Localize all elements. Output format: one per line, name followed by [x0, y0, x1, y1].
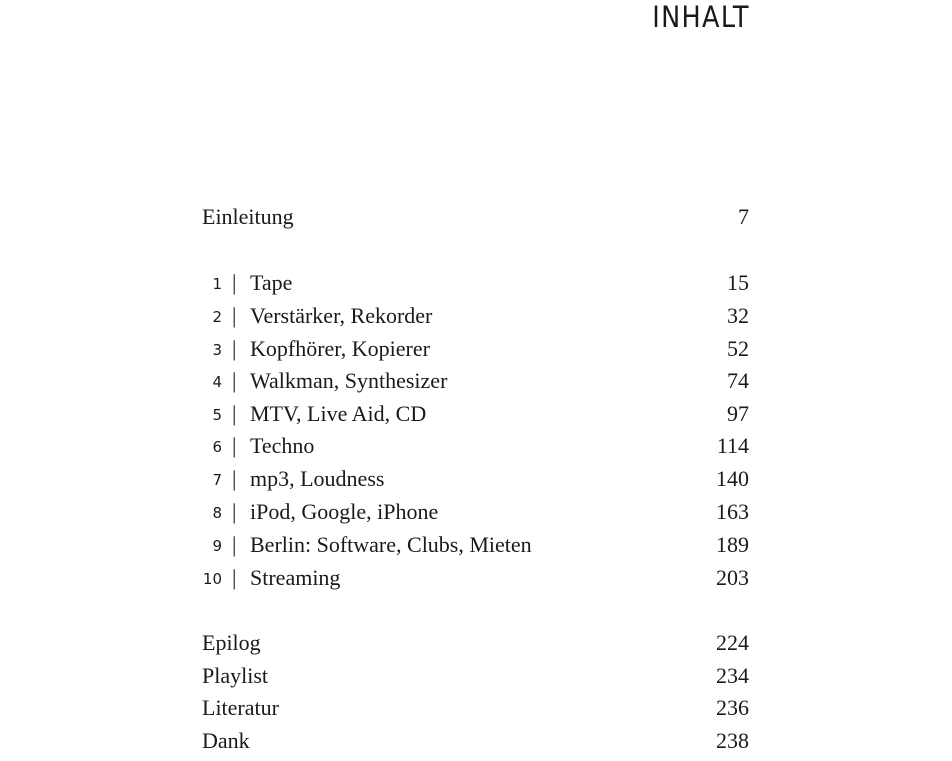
chapter-title: iPod, Google, iPhone: [250, 499, 439, 524]
toc-chapter-10[interactable]: [202, 563, 749, 593]
toc-chapter-2[interactable]: [202, 301, 749, 331]
chapter-number: 5: [212, 406, 222, 424]
entry-page-number: 203: [716, 565, 749, 590]
chapter-title: Verstärker, Rekorder: [250, 303, 433, 328]
chapter-number: 10: [202, 570, 222, 588]
separator: |: [232, 466, 237, 491]
chapter-number: 3: [212, 341, 222, 359]
entry-page-number: 74: [727, 368, 749, 393]
chapter-title: Tape: [250, 270, 293, 295]
chapter-title: Techno: [250, 433, 315, 458]
separator: |: [232, 565, 237, 590]
chapter-title: Streaming: [250, 565, 341, 590]
chapter-number: 1: [212, 275, 222, 293]
entry-title: Playlist: [202, 663, 269, 688]
entry-page-number: 114: [716, 433, 749, 458]
toc-chapter-6[interactable]: [202, 431, 749, 461]
entry-title: Literatur: [202, 695, 279, 720]
entry-page-number: 189: [716, 532, 749, 557]
chapter-title: Kopfhörer, Kopierer: [250, 336, 430, 361]
entry-title: Dank: [202, 728, 250, 753]
chapter-title: Berlin: Software, Clubs, Mieten: [250, 532, 532, 557]
separator: |: [232, 336, 237, 361]
page-title: INHALT: [652, 0, 750, 34]
chapter-number: 4: [212, 373, 222, 391]
entry-page-number: 236: [716, 695, 749, 720]
entry-page-number: 52: [727, 336, 749, 361]
entry-page-number: 234: [716, 663, 749, 688]
chapter-title: mp3, Loudness: [250, 466, 385, 491]
toc-entry-epilog[interactable]: [202, 628, 749, 658]
separator: |: [232, 303, 237, 328]
entry-page-number: 140: [716, 466, 749, 491]
entry-page-number: 163: [716, 499, 749, 524]
chapter-number: 9: [212, 537, 222, 555]
toc-chapter-5[interactable]: [202, 399, 749, 429]
toc-chapter-7[interactable]: [202, 464, 749, 494]
toc-chapter-4[interactable]: [202, 366, 749, 396]
chapter-title: Walkman, Synthesizer: [250, 368, 448, 393]
separator: |: [232, 532, 237, 557]
entry-page-number: 15: [727, 270, 749, 295]
toc-entry-playlist[interactable]: [202, 661, 749, 691]
entry-page-number: 238: [716, 728, 749, 753]
toc-entry-dank[interactable]: [202, 726, 749, 756]
toc-entry-literatur[interactable]: [202, 693, 749, 723]
separator: |: [232, 499, 237, 524]
toc-chapter-1[interactable]: [202, 268, 749, 298]
separator: |: [232, 401, 237, 426]
toc-chapter-8[interactable]: [202, 497, 749, 527]
entry-page-number: 32: [727, 303, 749, 328]
toc-chapter-9[interactable]: [202, 530, 749, 560]
separator: |: [232, 368, 237, 393]
separator: |: [232, 270, 237, 295]
entry-page-number: 97: [727, 401, 749, 426]
chapter-number: 2: [212, 308, 222, 326]
toc-entry-intro[interactable]: [202, 202, 749, 232]
entry-title: Epilog: [202, 630, 261, 655]
entry-page-number: 224: [716, 630, 749, 655]
entry-page-number: 7: [738, 204, 749, 229]
separator: |: [232, 433, 237, 458]
toc-chapter-3[interactable]: [202, 334, 749, 364]
chapter-title: MTV, Live Aid, CD: [250, 401, 427, 426]
chapter-number: 6: [212, 438, 222, 456]
chapter-number: 7: [212, 471, 222, 489]
chapter-number: 8: [212, 504, 222, 522]
entry-title: Einleitung: [202, 204, 294, 229]
